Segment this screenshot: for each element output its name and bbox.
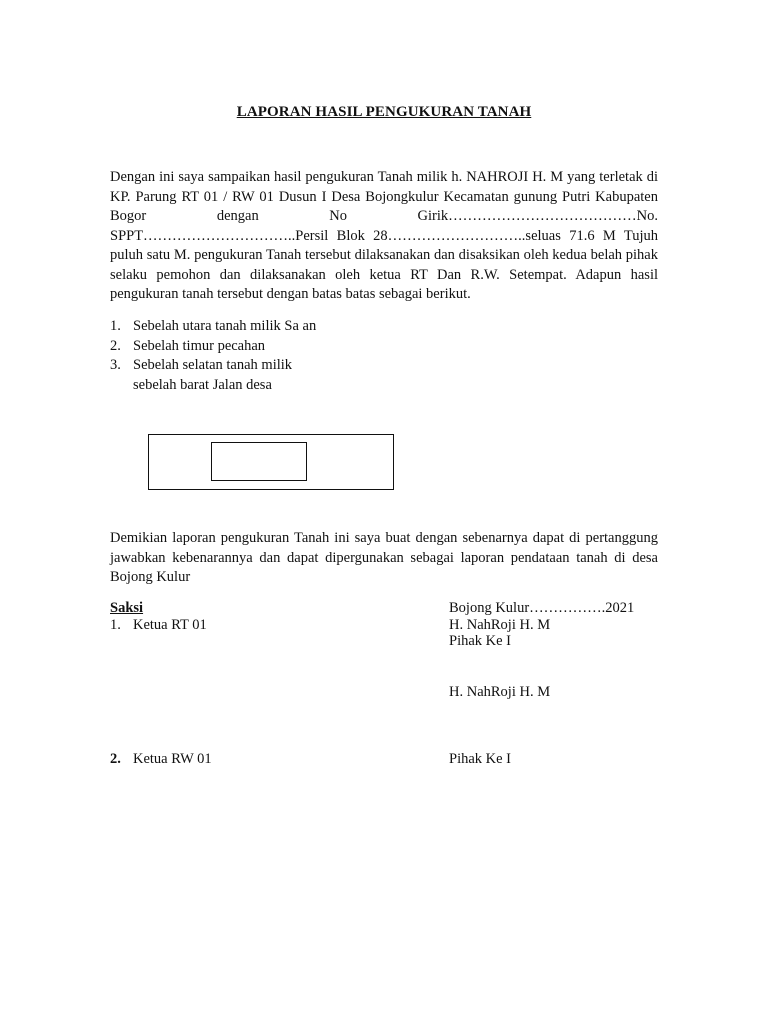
list-item-number: 3. xyxy=(110,357,121,373)
signatory-name: H. NahRoji H. M xyxy=(449,684,551,700)
party-label: Pihak Ke I xyxy=(449,633,512,649)
witness-label-rw: Ketua RW 01 xyxy=(133,751,212,767)
list-item-text: Sebelah selatan tanah milik xyxy=(133,357,293,373)
place-date: Bojong Kulur…………….2021 xyxy=(449,600,635,616)
list-item-text: Sebelah utara tanah milik Sa an xyxy=(133,318,317,334)
signatory-name: H. NahRoji H. M xyxy=(449,617,551,633)
witness-number: 2. xyxy=(110,751,121,767)
witness-heading: Saksi xyxy=(110,600,144,616)
boundary-list xyxy=(110,317,630,395)
list-item xyxy=(110,337,630,357)
list-item-number: 1. xyxy=(110,318,121,334)
list-item-text: sebelah barat Jalan desa xyxy=(133,376,272,393)
list-item-text: Sebelah timur pecahan xyxy=(133,337,266,354)
intro-paragraph: Dengan ini saya sampaikan hasil pengukuran Tanah milik h. NAHROJI H. M yang terletak di KP. Parung RT 01 / RW 01 Dusun I Desa Bojongkulur Kecamatan gunung Putri Kabupaten Bogor dengan No Girik…………………………………No. SPPT…………………………..Persil Blok 28………………………..seluas 71.6 M Tujuh puluh satu M. pengukuran Tanah tersebut dilaksanakan dan disaksikan oleh kedua belah pihak selaku pemohon dan dilaksanakan oleh ketua RT Dan R.W. Setempat. Adapun hasil pengukuran tanah tersebut dengan batas batas sebagai berikut. xyxy=(110,169,658,302)
party-label: Pihak Ke I xyxy=(449,751,512,767)
witness-label-rt: Ketua RT 01 xyxy=(133,617,207,633)
closing-paragraph: Demikian laporan pengukuran Tanah ini saya buat dengan sebenarnya dapat di pertanggung jawabkan kebenarannya dan dapat dipergunakan sebagai laporan pendataan tanah di desa Bojong Kulur xyxy=(110,530,658,585)
list-item xyxy=(110,376,630,396)
list-item xyxy=(110,356,630,376)
list-item-number: 2. xyxy=(110,337,121,354)
witness-number: 1. xyxy=(110,617,121,633)
land-sketch-inner-box xyxy=(211,442,307,481)
document-title: LAPORAN HASIL PENGUKURAN TANAH xyxy=(236,104,532,120)
list-item xyxy=(110,317,630,337)
